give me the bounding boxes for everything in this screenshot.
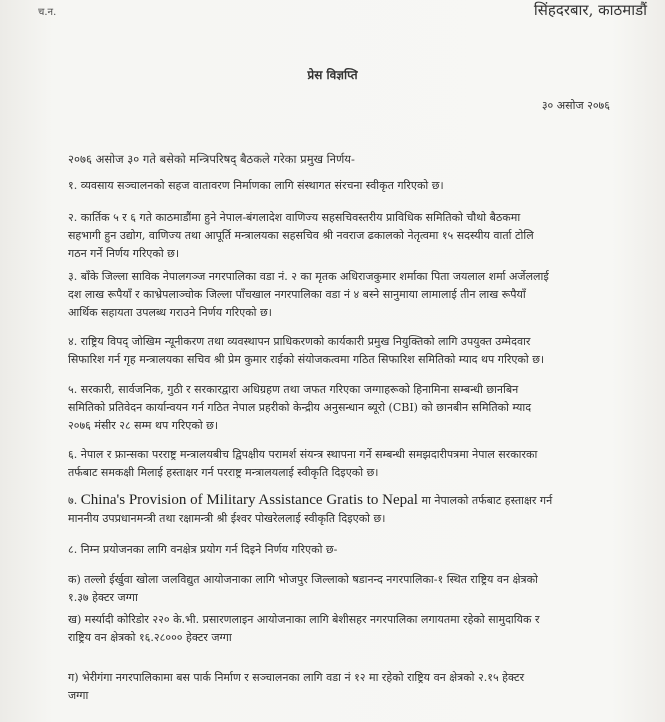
decision-line: ख) मर्स्यादी कोरिडोर २२० के.भी. प्रसारणलाइन आयोजनाका लागि बेशीसहर नगरपालिका लगायतमा रहेको सामुदायिक र (68, 613, 540, 626)
decision-8-item-a (68, 571, 638, 607)
intro-line: २०७६ असोज ३० गते बसेको मन्त्रिपरिषद् बैठकले गरेका प्रमुख निर्णय- (68, 152, 355, 166)
decision-6 (68, 446, 638, 482)
decision-line: तर्फबाट समकक्षी मिलाई हस्ताक्षर गर्न परराष्ट्र मन्त्रालयलाई स्वीकृति दिइएको छ। (68, 466, 379, 479)
decision-8-item-b (68, 611, 638, 647)
decision-text: मा नेपालको तर्फबाट हस्ताक्षर गर्न (417, 494, 553, 507)
document-date: ३० असोज २०७६ (541, 99, 610, 112)
decision-line-mixed (68, 491, 638, 510)
decision-line: दश लाख रूपैयाँ र काभ्रेपलाञ्चोक जिल्ला पाँचखाल नगरपालिका वडा नं ४ बस्ने सानुमाया लामालाई तीन लाख रूपैयाँ (68, 288, 526, 301)
decision-2 (68, 209, 638, 263)
decision-number: ७. (68, 494, 78, 507)
decision-line: २. कार्तिक ५ र ६ गते काठमाडौंमा हुने नेपाल-बंगलादेश वाणिज्य सहसचिवस्तरीय प्राविधिक समितिको चौथो बैठकमा (68, 211, 521, 224)
decision-line: १.३७ हेक्टर जग्गा (68, 591, 138, 604)
decision-line: राष्ट्रिय वन क्षेत्रको १६.२८००० हेक्टर जग्गा (68, 631, 232, 644)
decision-7 (68, 491, 638, 528)
decision-line: ५. सरकारी, सार्वजनिक, गुठी र सरकारद्वारा अधिग्रहण तथा जफत गरिएका जग्गाहरूको हिनामिना सम्बन्धी छानबिन (68, 383, 519, 396)
decision-line: जग्गा (68, 689, 89, 702)
office-address: सिंहदरबार, काठमाडौं (533, 1, 647, 19)
decision-line: ग) भेरीगंगा नगरपालिकामा बस पार्क निर्माण र सञ्चालनका लागि वडा नं १२ मा रहेको राष्ट्रिय वन क्षेत्रको २.१५ हेक्टर (68, 671, 525, 684)
document-title: प्रेस विज्ञप्ति (307, 68, 358, 82)
decision-4 (68, 333, 638, 369)
decision-line: ३. बाँके जिल्ला साविक नेपालगञ्ज नगरपालिका वडा नं. २ का मृतक अधिराजकुमार शर्माका पिता जयलाल शर्मा अर्जेललाई (68, 270, 549, 283)
reference-number: च.न. (38, 7, 57, 18)
decision-line: ८. निम्न प्रयोजनका लागि वनक्षेत्र प्रयोग गर्न दिइने निर्णय गरिएको छ- (68, 543, 338, 556)
decision-line: आर्थिक सहायता उपलब्ध गराउने निर्णय गरिएको छ। (68, 306, 272, 319)
decision-line: ६. नेपाल र फ्रान्सका परराष्ट्र मन्त्रालयबीच द्विपक्षीय परामर्श संयन्त्र स्थापना गर्ने सम्बन्धी समझदारीपत्रमा नेपाल सरकारका (68, 448, 538, 461)
decision-line: गठन गर्ने निर्णय गरिएको छ। (68, 247, 180, 260)
decision-8 (68, 541, 638, 559)
decision-line: १. व्यवसाय सञ्चालनको सहज वातावरण निर्माणका लागि संस्थागत संरचना स्वीकृत गरिएको छ। (68, 179, 444, 192)
decision-line: ४. राष्ट्रिय विपद् जोखिम न्यूनीकरण तथा व्यवस्थापन प्राधिकरणको कार्यकारी प्रमुख नियुक्तिको लागि उपयुक्त उम्मेदवार (68, 335, 531, 348)
decision-line: २०७६ मंसीर २८ सम्म थप गरिएको छ। (68, 419, 219, 432)
decision-line: माननीय उपप्रधानमन्त्री तथा रक्षामन्त्री श्री ईश्वर पोखरेललाई स्वीकृति दिइएको छ। (68, 512, 386, 525)
decision-line: सहभागी हुन उद्योग, वाणिज्य तथा आपूर्ति मन्त्रालयका सहसचिव श्री नवराज ढकालको नेतृत्वमा १५ सदस्यीय वार्ता टोलि (68, 229, 534, 242)
decision-3 (68, 268, 638, 322)
decision-line: समितिको प्रतिवेदन कार्यान्वयन गर्न गठित नेपाल प्रहरीको केन्द्रीय अनुसन्धान ब्यूरो (CBI) को छानबीन समितिको म्याद (68, 401, 532, 414)
decision-1 (68, 177, 638, 195)
agreement-title: China's Provision of Military Assistance Gratis to Nepal (80, 492, 418, 508)
decision-5 (68, 381, 638, 435)
decision-line: क) तल्लो ईर्खुवा खोला जलविद्युत आयोजनाका लागि भोजपुर जिल्लाको षडानन्द नगरपालिका-१ स्थित राष्ट्रिय वन क्षेत्रको (68, 573, 538, 586)
decision-8-item-c (68, 669, 638, 705)
decision-line: सिफारिश गर्न गृह मन्त्रालयका सचिव श्री प्रेम कुमार राईको संयोजकत्वमा गठित सिफारिश समितिको म्याद थप गरिएको छ। (68, 353, 545, 366)
